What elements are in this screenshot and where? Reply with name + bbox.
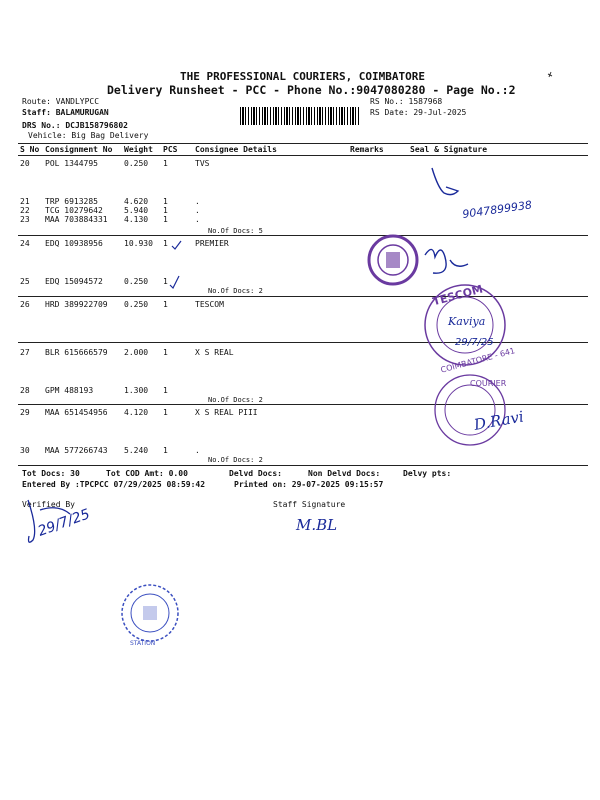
cell-consignment: EDQ 10938956 [45,239,103,248]
cell-consignment: MAA 577266743 [45,446,108,455]
col-details: Consignee Details [195,145,277,154]
check-mark-icon [170,276,179,288]
cell-pcs: 1 [163,300,168,309]
col-weight: Weight [124,145,153,154]
cell-sno: 30 [20,446,30,455]
delvd-docs: Delvd Docs: [229,469,282,478]
cell-weight: 0.250 [124,159,149,168]
cell-details: . [195,446,200,455]
tescom-stamp-text: TESCOM [431,282,485,309]
cell-consignment: POL 1344795 [45,159,98,168]
sign-kaviya: Kaviya [448,315,486,328]
tot-cod-amt: Tot COD Amt: 0.00 [106,469,188,478]
col-pcs: PCS [163,145,178,154]
cell-pcs: 1 [163,197,168,206]
tescom-stamp [425,282,516,374]
cell-weight: 2.000 [124,348,149,357]
cell-details: . [195,215,200,224]
cell-pcs: 1 [163,215,168,224]
rs-number: RS No.: 1587968 [370,97,443,106]
cell-pcs: 1 [163,206,168,215]
cell-sno: 25 [20,277,30,286]
drs-number: DRS No.: DCJB158796802 [22,121,128,130]
cell-weight: 0.250 [124,277,149,286]
cell-details: TESCOM [195,300,224,309]
staff-signature-label: Staff Signature [273,500,346,509]
delvy-pts: Delvy pts: [403,469,452,478]
blue-round-stamp [122,585,178,647]
cell-details: X S REAL PIII [195,408,258,417]
check-mark-icon [172,241,181,249]
cell-consignment: TRP 6913285 [45,197,98,206]
staff-label: Staff: BALAMURUGAN [22,108,109,117]
entered-by: Entered By :TPCPCC 07/29/2025 08:59:42 [22,480,206,489]
docs-count: No.Of Docs: 2 [208,456,263,464]
printed-on: Printed on: 29-07-2025 09:15:57 [234,480,384,489]
col-sno: S No [20,145,40,154]
cell-pcs: 1 [163,159,168,168]
cell-details: PREMIER [195,239,229,248]
cell-pcs: 1 [163,386,168,395]
cell-sno: 22 [20,206,30,215]
cell-sno: 21 [20,197,30,206]
cell-consignment: MAA 651454956 [45,408,108,417]
cell-weight: 4.120 [124,408,149,417]
tescom-stamp-city: COIMBATORE - 641 [439,346,516,375]
cell-details: X S REAL [195,348,234,357]
docs-count: No.Of Docs: 2 [208,396,263,404]
company-title: THE PROFESSIONAL COURIERS, COIMBATORE [180,70,426,83]
signature-scrawl [425,249,468,273]
courier-stamp [435,375,507,445]
cell-details: . [195,206,200,215]
cell-sno: 27 [20,348,30,357]
star-mark-icon [548,72,552,77]
cell-pcs: 1 [163,239,168,248]
cell-pcs: 1 [163,348,168,357]
cell-sno: 24 [20,239,30,248]
cell-sno: 20 [20,159,30,168]
tot-docs: Tot Docs: 30 [22,469,80,478]
cell-consignment: BLR 615666579 [45,348,108,357]
cell-sno: 29 [20,408,30,417]
cell-sno: 28 [20,386,30,395]
route-label: Route: VANDLYPCC [22,97,100,106]
verified-date: 29/7/25 [35,506,93,540]
cell-weight: 5.240 [124,446,149,455]
courier-stamp-text: COURIER [470,379,507,388]
verified-by-label: Verified By [22,500,75,509]
phone-handwriting: 9047899938 [461,198,533,221]
col-consignment: Consignment No [45,145,113,154]
cell-consignment: MAA 703884331 [45,215,108,224]
col-seal: Seal & Signature [410,145,488,154]
cell-pcs: 1 [163,277,168,286]
sign-ravi: D.Ravi [472,407,526,434]
docs-count: No.Of Docs: 5 [208,227,263,235]
cell-consignment: HRD 389922709 [45,300,108,309]
signature-scrawl [432,168,458,195]
sign-staff: M.BL [296,516,338,534]
cell-consignment: TCG 10279642 [45,206,103,215]
col-remarks: Remarks [350,145,384,154]
cell-pcs: 1 [163,408,168,417]
round-stamp-1 [369,236,417,284]
stamp-date: 29/7/25 [455,337,494,348]
vehicle-label: Vehicle: Big Bag Delivery [28,131,149,140]
cell-consignment: EDQ 15094572 [45,277,103,286]
cell-sno: 26 [20,300,30,309]
cell-pcs: 1 [163,446,168,455]
cell-weight: 0.250 [124,300,149,309]
rs-date: RS Date: 29-Jul-2025 [370,108,467,117]
blue-stamp-text: STATION [130,640,156,647]
docs-count: No.Of Docs: 2 [208,287,263,295]
cell-weight: 1.300 [124,386,149,395]
cell-details: . [195,197,200,206]
cell-details: TVS [195,159,210,168]
cell-weight: 10.930 [124,239,153,248]
runsheet-subtitle: Delivery Runsheet - PCC - Phone No.:9047080280 - Page No.:2 [107,83,516,97]
cell-weight: 4.620 [124,197,149,206]
cell-weight: 4.130 [124,215,149,224]
cell-sno: 23 [20,215,30,224]
cell-consignment: GPM 488193 [45,386,94,395]
cell-weight: 5.940 [124,206,149,215]
non-delvd-docs: Non Delvd Docs: [308,469,381,478]
